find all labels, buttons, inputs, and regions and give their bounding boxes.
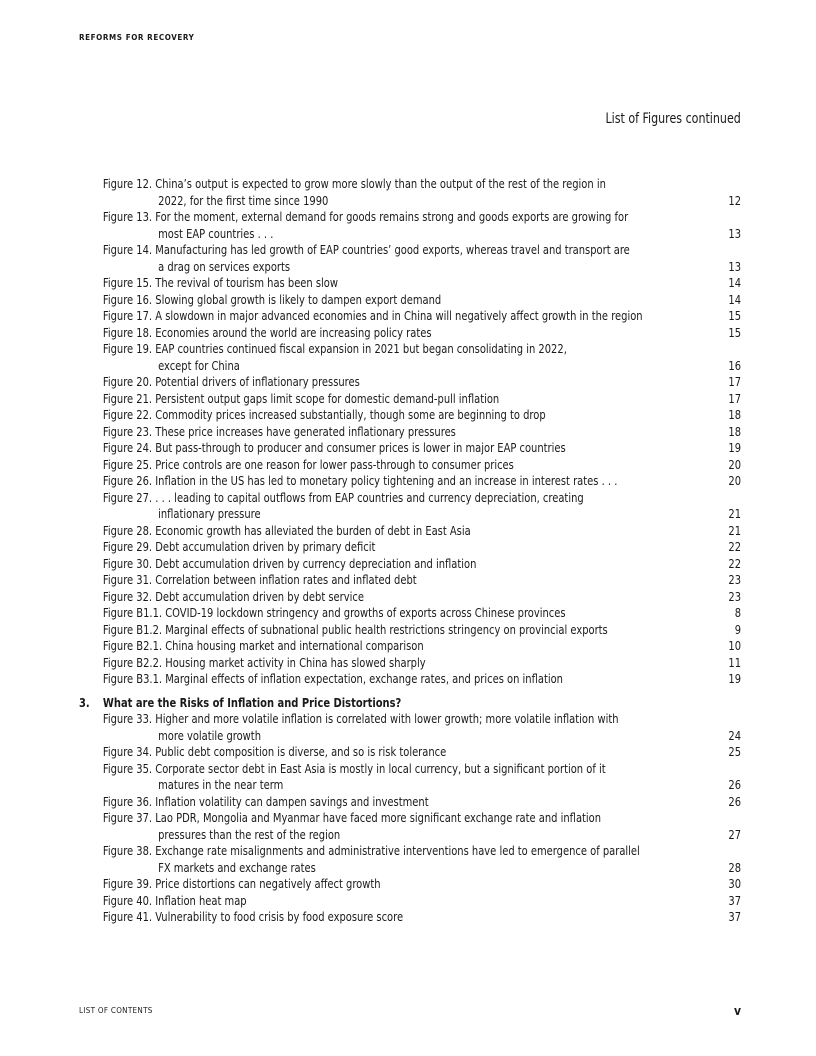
figure-label: Figure 34.: [102, 745, 153, 759]
toc-entry[interactable]: [79, 876, 741, 893]
toc-entry-text: [79, 523, 712, 540]
toc-entry[interactable]: [79, 589, 741, 606]
page-number: 14: [728, 292, 742, 307]
toc-entry[interactable]: [79, 671, 741, 688]
figure-caption: Price distortions can negatively affect growth: [155, 877, 381, 891]
toc-entry[interactable]: [79, 523, 741, 540]
toc-entry-text: [79, 893, 712, 910]
page-number: 23: [728, 573, 742, 587]
toc-entry[interactable]: [79, 909, 741, 926]
toc-entry[interactable]: [79, 473, 741, 490]
figure-caption: Debt accumulation driven by currency depreciation and inflation: [155, 556, 477, 571]
figure-label: Figure 22.: [102, 408, 153, 422]
figure-label: Figure 13.: [102, 210, 153, 224]
toc-entry[interactable]: [79, 572, 741, 589]
toc-entry-text: [79, 810, 712, 843]
figure-caption: Public debt composition is diverse, and so is risk tolerance: [155, 745, 447, 759]
toc-entry[interactable]: [79, 605, 741, 622]
toc-entry[interactable]: [79, 242, 741, 275]
section-heading: [79, 695, 688, 712]
figure-caption: Economic growth has alleviated the burden of debt in East Asia: [155, 523, 471, 538]
toc-entry-text: [79, 622, 712, 639]
page-number: 22: [728, 540, 742, 554]
figure-caption: Debt accumulation driven by primary deficit: [155, 540, 376, 554]
figure-label: Figure B1.1.: [102, 606, 163, 620]
page-number: 12: [728, 193, 742, 208]
figure-caption: Exchange rate misalignments and administrative interventions have led to emergence of parallel: [155, 844, 640, 858]
toc-entry[interactable]: [79, 325, 741, 342]
page-number: 27: [728, 827, 742, 842]
toc-entry[interactable]: [79, 440, 741, 457]
figure-caption-continued: a drag on services exports: [158, 259, 291, 274]
figure-caption: EAP countries continued fiscal expansion in 2021 but began consolidating in 2022,: [155, 342, 567, 356]
figure-caption: Lao PDR, Mongolia and Myanmar have faced more significant exchange rate and inflation: [155, 811, 602, 825]
toc-entry-text: [79, 308, 712, 325]
page-number: 25: [728, 745, 742, 759]
figure-caption: COVID-19 lockdown stringency and growths of exports across Chinese provinces: [165, 606, 566, 620]
page-number: 24: [728, 728, 742, 743]
toc-entry[interactable]: [79, 391, 741, 408]
figure-label: Figure 35.: [102, 761, 153, 776]
toc-entry-text: [79, 292, 712, 309]
toc-entry[interactable]: [79, 176, 741, 209]
toc-entry[interactable]: [79, 794, 741, 811]
page-number: 20: [728, 474, 742, 488]
figure-caption: A slowdown in major advanced economies and in China will negatively affect growth in the region: [155, 309, 643, 323]
figure-caption: Economies around the world are increasing policy rates: [155, 325, 432, 340]
toc-entry[interactable]: [79, 744, 741, 761]
figure-caption-continued: pressures than the rest of the region: [158, 827, 341, 842]
figure-label: Figure 39.: [102, 877, 153, 891]
toc-entry-text: [79, 761, 712, 794]
page-number: 15: [728, 325, 742, 340]
toc-entry[interactable]: [79, 556, 741, 573]
figure-label: Figure 28.: [102, 523, 153, 538]
toc-entry-text: [79, 374, 712, 391]
toc-entry-text: [79, 424, 712, 441]
toc-entry[interactable]: [79, 457, 741, 474]
toc-entry[interactable]: [79, 407, 741, 424]
page-number: 18: [728, 424, 742, 439]
figure-caption-continued: except for China: [158, 358, 240, 373]
page-number: 23: [728, 589, 742, 604]
running-head: REFORMS FOR RECOVERY: [79, 33, 195, 42]
figure-caption-continued: more volatile growth: [158, 728, 261, 743]
page-number: 19: [728, 672, 742, 686]
figure-caption: Potential drivers of inflationary pressures: [155, 375, 360, 389]
toc-entry-text: [79, 843, 712, 876]
figure-label: Figure 17.: [102, 309, 153, 323]
toc-entry-text: [79, 490, 712, 523]
figure-caption-continued: FX markets and exchange rates: [158, 860, 316, 875]
page-number: 26: [728, 778, 742, 792]
figure-label: Figure 32.: [102, 589, 153, 604]
figure-label: Figure 18.: [102, 325, 153, 340]
page-number: 20: [728, 457, 742, 472]
figure-label: Figure 31.: [102, 573, 153, 587]
figure-caption: For the moment, external demand for goods remains strong and goods exports are growing for: [155, 210, 629, 224]
toc-entry[interactable]: [79, 341, 741, 374]
toc-entry[interactable]: [79, 638, 741, 655]
toc-entry-text: [79, 876, 712, 893]
toc-entry[interactable]: [79, 374, 741, 391]
toc-entry[interactable]: [79, 308, 741, 325]
toc-entry-text: [79, 638, 712, 655]
figure-label: Figure 38.: [102, 844, 153, 858]
figure-label: Figure B3.1.: [102, 672, 163, 686]
figure-label: Figure 24.: [102, 441, 153, 455]
page-number: 30: [728, 877, 742, 891]
page-number: 9: [734, 622, 742, 637]
toc-entry-text: [79, 794, 712, 811]
figure-label: Figure 20.: [102, 375, 153, 389]
figure-label: Figure 16.: [102, 292, 153, 307]
figure-label: Figure 14.: [102, 243, 153, 257]
figure-caption: China housing market and international comparison: [165, 639, 424, 653]
figure-label: Figure 30.: [102, 556, 153, 571]
page-number: 19: [728, 441, 742, 455]
page-number: 11: [728, 655, 742, 670]
figure-label: Figure 19.: [102, 342, 153, 356]
figure-caption: . . . leading to capital outflows from EAP countries and currency depreciation, creating: [155, 490, 584, 505]
page-number: 8: [734, 606, 742, 620]
toc-entry[interactable]: [79, 622, 741, 639]
toc-entry[interactable]: [79, 209, 741, 242]
figure-caption-continued: most EAP countries . . .: [158, 226, 274, 241]
figure-caption: Housing market activity in China has slowed sharply: [165, 655, 426, 670]
page-number: 16: [728, 358, 742, 373]
figure-label: Figure 23.: [102, 424, 153, 439]
page-number: 17: [728, 391, 742, 406]
figure-label: Figure B2.1.: [102, 639, 163, 653]
toc-entry-text: [79, 605, 712, 622]
figure-label: Figure 37.: [102, 811, 153, 825]
toc-entry-text: [79, 242, 712, 275]
toc-entry-text: [79, 440, 712, 457]
figure-caption-continued: inflationary pressure: [158, 507, 261, 521]
toc-entry[interactable]: [79, 711, 741, 744]
toc-entry-text: [79, 391, 712, 408]
figure-caption: Price controls are one reason for lower pass-through to consumer prices: [155, 457, 514, 472]
figure-caption: Persistent output gaps limit scope for domestic demand-pull inflation: [155, 391, 500, 406]
figure-label: Figure 29.: [102, 540, 153, 554]
toc-entry[interactable]: [79, 761, 741, 794]
footer-page-number: v: [733, 1004, 741, 1018]
toc-entry[interactable]: [79, 539, 741, 556]
page-number: 21: [728, 507, 742, 521]
figure-label: Figure B2.2.: [102, 655, 163, 670]
page-title: List of Figures continued: [605, 111, 741, 127]
toc-entry-text: [79, 275, 712, 292]
toc-entry-text: [79, 176, 712, 209]
toc-entry-text: [79, 671, 712, 688]
footer-label: LIST OF CONTENTS: [79, 1006, 153, 1015]
figure-caption: Manufacturing has led growth of EAP countries’ good exports, whereas travel and transport are: [155, 243, 630, 257]
figure-label: Figure 27.: [102, 490, 153, 505]
toc-entry-text: [79, 909, 712, 926]
page-number: 21: [728, 523, 742, 538]
figure-label: Figure 41.: [102, 910, 153, 924]
figure-label: Figure 33.: [102, 712, 153, 726]
figure-label: Figure 15.: [102, 276, 153, 290]
figure-caption: The revival of tourism has been slow: [155, 276, 339, 290]
figure-caption-continued: 2022, for the first time since 1990: [158, 193, 329, 208]
figure-caption: China’s output is expected to grow more slowly than the output of the rest of the region in: [155, 177, 606, 191]
page-number: 15: [728, 309, 742, 323]
section-number: 3.: [79, 695, 90, 710]
toc-entry-text: [79, 744, 712, 761]
figure-label: Figure B1.2.: [102, 622, 163, 637]
figure-list-part2: [79, 711, 741, 926]
toc-entry[interactable]: [79, 843, 741, 876]
figure-caption: Inflation volatility can dampen savings and investment: [155, 794, 429, 809]
page-number: 14: [728, 276, 742, 290]
page-number: 26: [728, 794, 742, 809]
toc-entry[interactable]: [79, 292, 741, 309]
figure-caption: Correlation between inflation rates and inflated debt: [155, 573, 417, 587]
page-number: 28: [728, 860, 742, 875]
toc-entry-text: [79, 572, 712, 589]
figure-caption: Corporate sector debt in East Asia is mostly in local currency, but a significant portion of it: [155, 761, 606, 776]
toc-entry-text: [79, 711, 712, 744]
toc-entry-text: [79, 539, 712, 556]
figure-label: Figure 26.: [102, 474, 153, 488]
figure-caption: Slowing global growth is likely to dampen export demand: [155, 292, 442, 307]
figure-caption-continued: matures in the near term: [158, 778, 284, 792]
toc-entry-text: [79, 556, 712, 573]
page-number: 13: [728, 259, 742, 274]
figure-caption: Marginal effects of inflation expectation, exchange rates, and prices on inflation: [165, 672, 563, 686]
toc-entry[interactable]: [79, 893, 741, 910]
page-number: 13: [728, 226, 742, 241]
figure-label: Figure 12.: [102, 177, 153, 191]
toc-entry[interactable]: [79, 810, 741, 843]
figure-label: Figure 25.: [102, 457, 153, 472]
figure-caption: Inflation heat map: [155, 893, 247, 908]
figure-caption: But pass-through to producer and consumer prices is lower in major EAP countries: [155, 441, 566, 455]
figure-caption: Marginal effects of subnational public health restrictions stringency on provincial exports: [165, 622, 608, 637]
figure-caption: Commodity prices increased substantially, though some are beginning to drop: [155, 408, 546, 422]
toc-entry-text: [79, 407, 712, 424]
page-number: 22: [728, 556, 742, 571]
figure-caption: These price increases have generated inflationary pressures: [155, 424, 456, 439]
toc-entry[interactable]: [79, 424, 741, 441]
toc-entry-text: [79, 589, 712, 606]
page-number: 37: [728, 910, 742, 924]
figure-list: [79, 176, 741, 926]
toc-entry-text: [79, 655, 712, 672]
toc-entry-text: [79, 473, 712, 490]
page-number: 17: [728, 375, 742, 389]
toc-entry-text: [79, 457, 712, 474]
figure-caption: Inflation in the US has led to monetary policy tightening and an increase in interest rates . . .: [155, 474, 618, 488]
figure-label: Figure 36.: [102, 794, 153, 809]
toc-entry[interactable]: [79, 275, 741, 292]
figure-label: Figure 21.: [102, 391, 153, 406]
figure-caption: Higher and more volatile inflation is correlated with lower growth; more volatile inflation with: [155, 712, 619, 726]
toc-entry[interactable]: [79, 490, 741, 523]
toc-entry-text: [79, 341, 712, 374]
figure-label: Figure 40.: [102, 893, 153, 908]
page-number: 37: [728, 893, 742, 908]
page-number: 10: [728, 639, 742, 653]
toc-entry-text: [79, 325, 712, 342]
toc-entry-text: [79, 209, 712, 242]
toc-entry[interactable]: [79, 655, 741, 672]
figure-list-part1: [79, 176, 741, 688]
figure-caption: Debt accumulation driven by debt service: [155, 589, 364, 604]
section-title: What are the Risks of Inflation and Price Distortions?: [102, 695, 402, 710]
page-number: 18: [728, 408, 742, 422]
figure-caption: Vulnerability to food crisis by food exposure score: [155, 910, 404, 924]
